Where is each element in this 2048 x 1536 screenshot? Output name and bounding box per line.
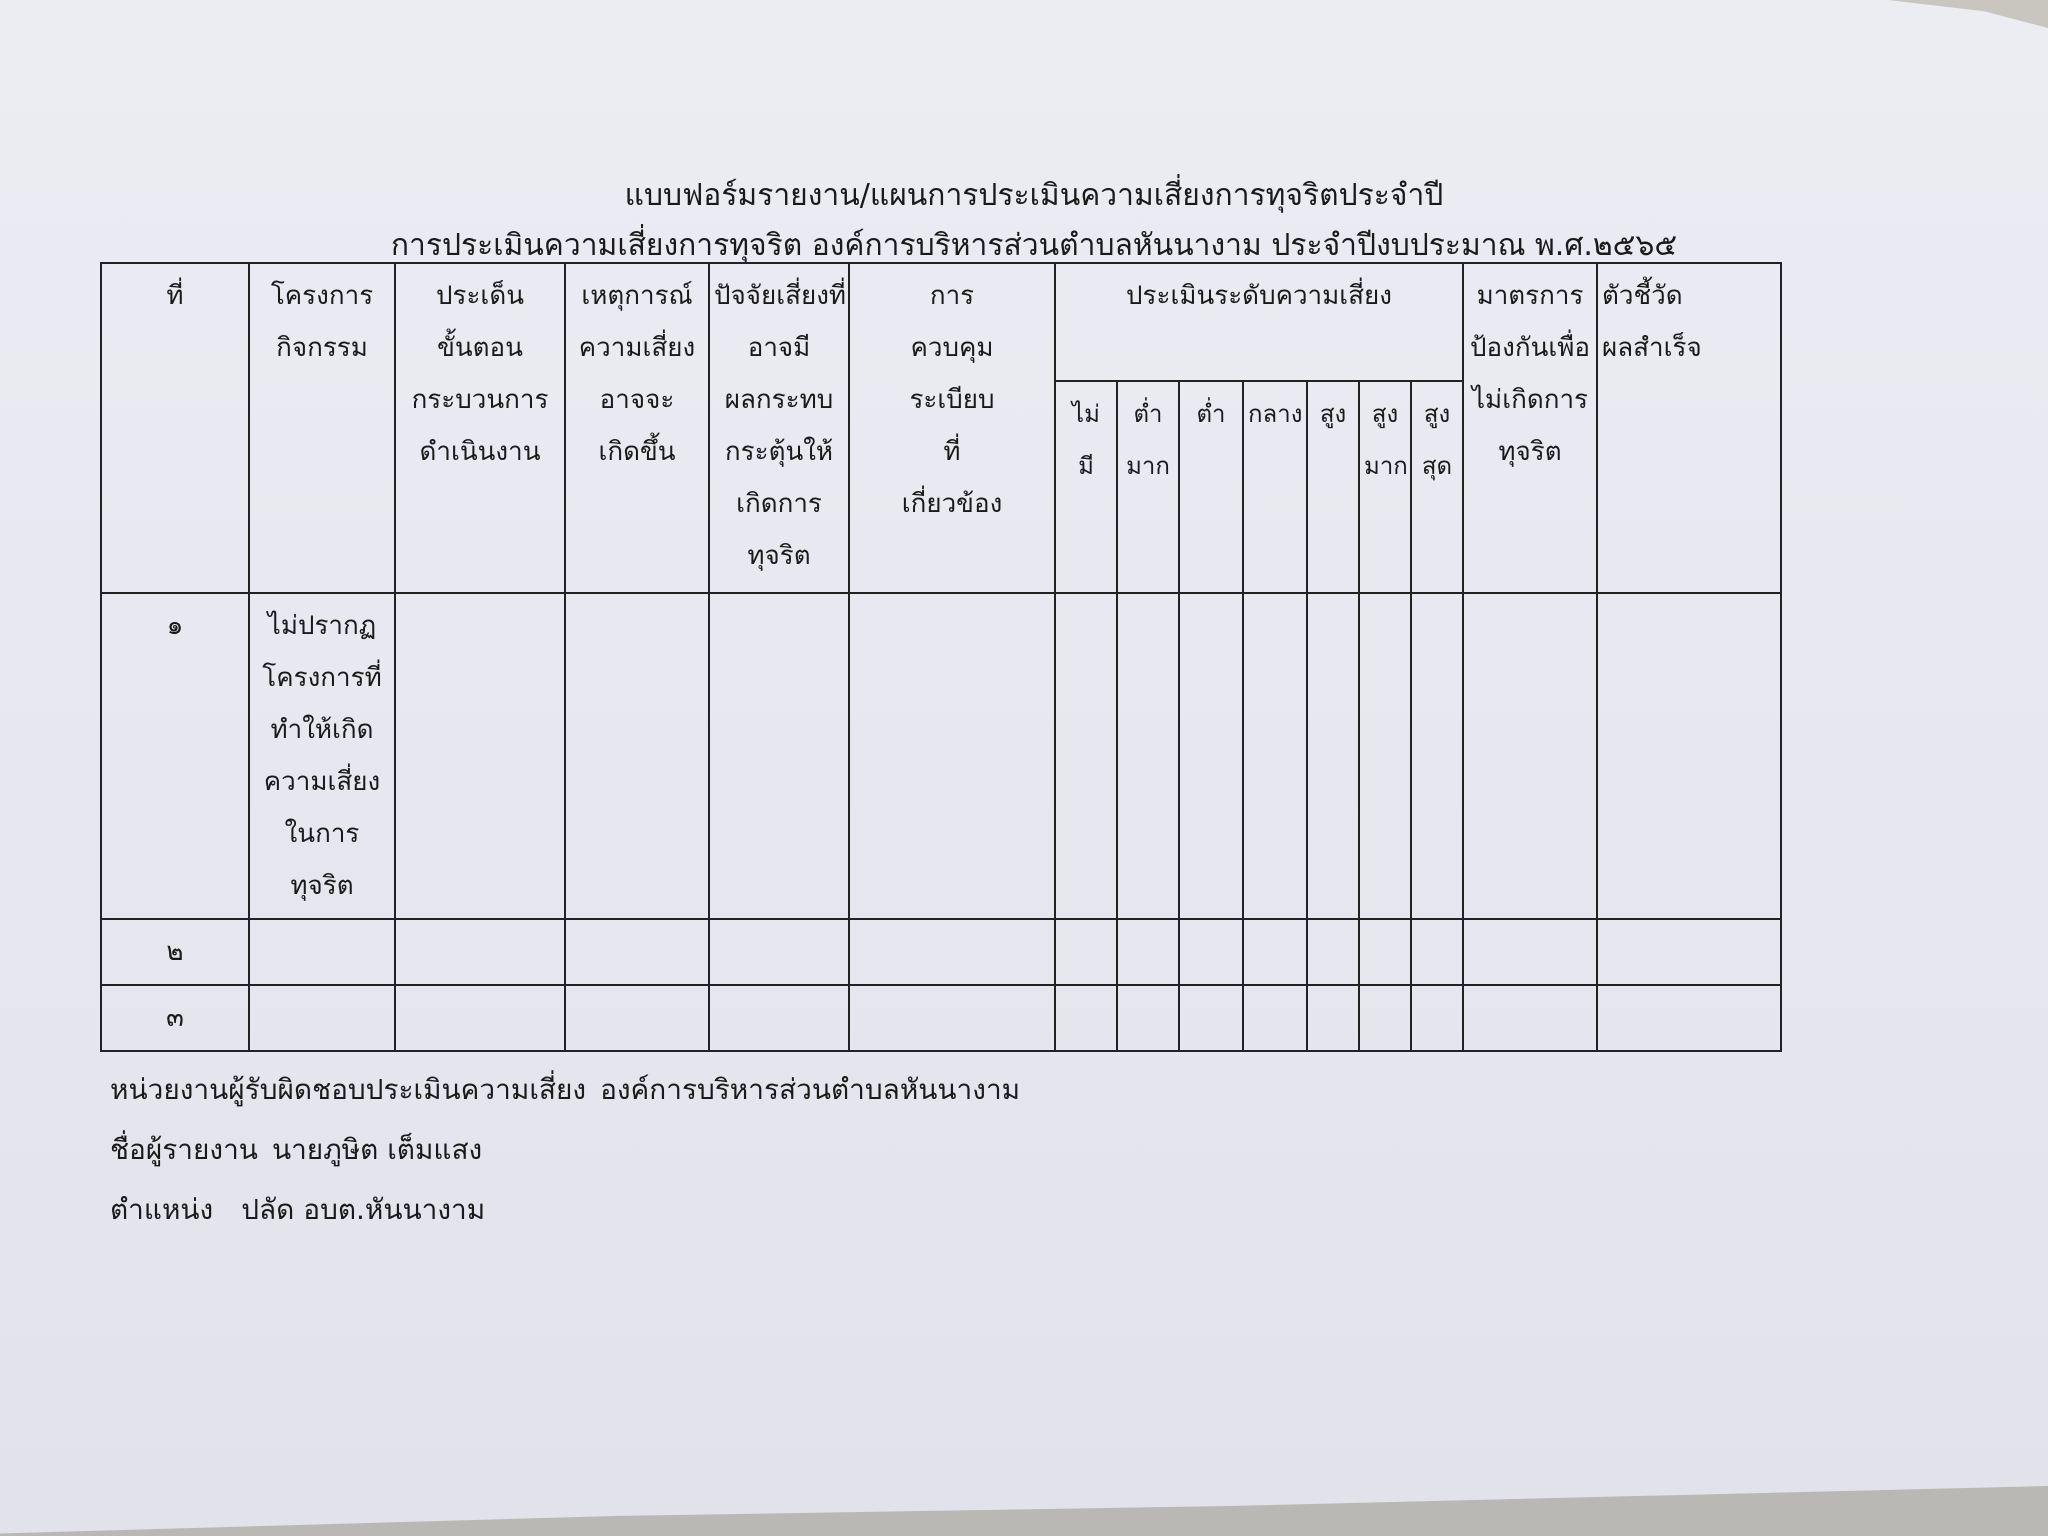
risk-assessment-table — [100, 262, 1782, 1052]
footer-unit-value: องค์การบริหารส่วนตำบลหันนางาม — [600, 1073, 1021, 1106]
header-level-none: ไม่ มี — [1055, 381, 1117, 593]
empty-cell — [1307, 985, 1359, 1051]
empty-cell — [1597, 919, 1781, 985]
empty-cell — [565, 985, 709, 1051]
footer-position-line — [110, 1188, 485, 1232]
empty-cell — [1243, 985, 1307, 1051]
empty-cell — [395, 985, 565, 1051]
empty-cell — [1117, 593, 1179, 919]
form-subtitle: การประเมินความเสี่ยงการทุจริต องค์การบริหารส่วนตำบลหันนางาม ประจำปีงบประมาณ พ.ศ.๒๕๖๕ — [390, 228, 1678, 263]
row-number: ๑ — [101, 593, 249, 919]
footer-position-label: ตำแหน่ง — [110, 1193, 214, 1226]
empty-cell — [1359, 985, 1411, 1051]
footer-reporter-value: นายภูษิต เต็มแสง — [271, 1133, 483, 1166]
empty-cell — [1117, 985, 1179, 1051]
empty-cell — [849, 593, 1055, 919]
empty-cell — [1307, 919, 1359, 985]
empty-cell — [1359, 593, 1411, 919]
header-control: การ ควบคุม ระเบียบ ที่ เกี่ยวข้อง — [849, 263, 1055, 593]
footer-unit-line — [110, 1068, 1020, 1112]
header-level-highest: สูง สุด — [1411, 381, 1463, 593]
empty-cell — [1411, 593, 1463, 919]
table-row — [101, 919, 1781, 985]
empty-cell — [1597, 985, 1781, 1051]
header-prevention: มาตรการ ป้องกันเพื่อ ไม่เกิดการ ทุจริต — [1463, 263, 1597, 593]
header-level-high: สูง — [1307, 381, 1359, 593]
header-risk-event: เหตุการณ์ ความเสี่ยง อาจจะ เกิดขึ้น — [565, 263, 709, 593]
footer-position-value: ปลัด อบต.หันนางาม — [241, 1193, 486, 1226]
empty-cell — [709, 593, 849, 919]
empty-cell — [1411, 919, 1463, 985]
row-number: ๓ — [101, 985, 249, 1051]
empty-cell — [1179, 919, 1243, 985]
empty-cell — [565, 593, 709, 919]
empty-cell — [249, 985, 395, 1051]
empty-cell — [1117, 919, 1179, 985]
header-indicator: ตัวชี้วัด ผลสำเร็จ — [1597, 263, 1781, 593]
empty-cell — [1359, 919, 1411, 985]
empty-cell — [1243, 593, 1307, 919]
project-cell: ไม่ปรากฏ โครงการที่ ทำให้เกิด ความเสี่ยง ในการ ทุจริต — [249, 593, 395, 919]
empty-cell — [1055, 919, 1117, 985]
empty-cell — [395, 593, 565, 919]
empty-cell — [1463, 593, 1597, 919]
header-level-very-high: สูง มาก — [1359, 381, 1411, 593]
footer-reporter-line — [110, 1128, 482, 1172]
header-level-very-low: ต่ำ มาก — [1117, 381, 1179, 593]
footer-unit-label: หน่วยงานผู้รับผิดชอบประเมินความเสี่ยง — [110, 1073, 587, 1106]
header-risk-assessment: ประเมินระดับความเสี่ยง — [1055, 263, 1463, 381]
empty-cell — [1055, 985, 1117, 1051]
footer-reporter-label: ชื่อผู้รายงาน — [110, 1133, 258, 1166]
table-row — [101, 593, 1781, 919]
empty-cell — [1055, 593, 1117, 919]
empty-cell — [849, 985, 1055, 1051]
empty-cell — [249, 919, 395, 985]
empty-cell — [565, 919, 709, 985]
header-risk-factor: ปัจจัยเสี่ยงที่ อาจมี ผลกระทบ กระตุ้นให้ เกิดการ ทุจริต — [709, 263, 849, 593]
empty-cell — [1179, 593, 1243, 919]
header-level-medium: กลาง — [1243, 381, 1307, 593]
empty-cell — [1597, 593, 1781, 919]
header-process: ประเด็น ขั้นตอน กระบวนการ ดำเนินงาน — [395, 263, 565, 593]
header-no: ที่ — [101, 263, 249, 593]
empty-cell — [1463, 919, 1597, 985]
empty-cell — [709, 985, 849, 1051]
empty-cell — [395, 919, 565, 985]
form-title: แบบฟอร์มรายงาน/แผนการประเมินความเสี่ยงการทุจริตประจำปี — [624, 178, 1444, 213]
empty-cell — [1179, 985, 1243, 1051]
row-number: ๒ — [101, 919, 249, 985]
header-project: โครงการ กิจกรรม — [249, 263, 395, 593]
empty-cell — [1411, 985, 1463, 1051]
empty-cell — [1307, 593, 1359, 919]
header-level-low: ต่ำ — [1179, 381, 1243, 593]
empty-cell — [709, 919, 849, 985]
empty-cell — [1463, 985, 1597, 1051]
empty-cell — [1243, 919, 1307, 985]
table-row — [101, 985, 1781, 1051]
empty-cell — [849, 919, 1055, 985]
